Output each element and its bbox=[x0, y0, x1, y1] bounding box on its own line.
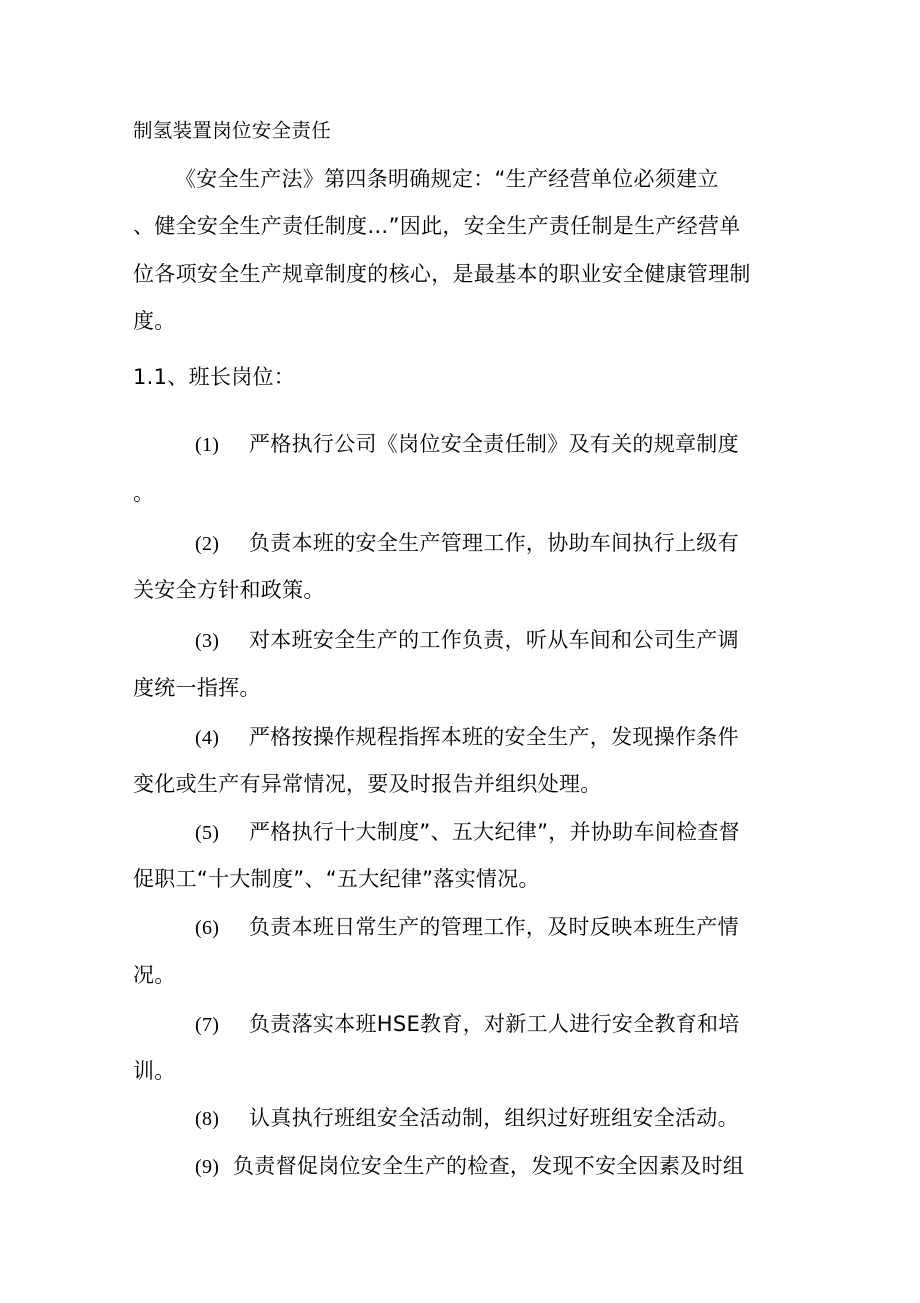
list-item bbox=[195, 429, 739, 460]
item-text: 对本班安全生产的工作负责，听从车间和公司生产调 bbox=[249, 628, 739, 652]
item-text: 严格按操作规程指挥本班的安全生产，发现操作条件 bbox=[249, 725, 739, 749]
item-number: (5) bbox=[195, 822, 220, 844]
item-text: 负责督促岗位安全生产的检查，发现不安全因素及时组 bbox=[233, 1154, 745, 1178]
list-item bbox=[195, 1009, 740, 1040]
item-text: 严格执行十大制度”、五大纪律”，并协助车间检查督 bbox=[249, 820, 740, 844]
intro-line-2: 、健全安全生产责任制度…”因此，安全生产责任制是生产经营单 bbox=[133, 214, 741, 238]
list-item bbox=[195, 1103, 739, 1134]
list-item bbox=[195, 817, 740, 848]
item-number: (3) bbox=[195, 630, 220, 652]
intro-line-4: 度。 bbox=[133, 309, 176, 333]
item-text: 认真执行班组安全活动制，组织过好班组安全活动。 bbox=[249, 1106, 739, 1130]
item-continuation: 变化或生产有异常情况，要及时报告并组织处理。 bbox=[133, 772, 602, 796]
item-continuation: 况。 bbox=[133, 963, 176, 987]
item-number: (2) bbox=[195, 533, 220, 555]
list-item bbox=[195, 722, 739, 753]
intro-line-3: 位各项安全生产规章制度的核心，是最基本的职业安全健康管理制 bbox=[133, 262, 751, 286]
item-continuation: 促职工“十大制度”、“五大纪律”落实情况。 bbox=[133, 867, 540, 891]
item-continuation: 关安全方针和政策。 bbox=[133, 578, 325, 602]
item-number: (7) bbox=[195, 1014, 220, 1036]
list-item bbox=[195, 912, 739, 943]
document-title: 制氢装置岗位安全责任 bbox=[133, 119, 332, 142]
list-item bbox=[195, 1151, 744, 1182]
item-text: 负责本班日常生产的管理工作，及时反映本班生产情 bbox=[249, 915, 739, 939]
item-number: (8) bbox=[195, 1108, 220, 1130]
list-item bbox=[195, 528, 739, 559]
item-number: (1) bbox=[195, 434, 220, 456]
item-number: (9) bbox=[195, 1156, 220, 1178]
list-item bbox=[195, 625, 739, 656]
item-number: (6) bbox=[195, 917, 220, 939]
item-number: (4) bbox=[195, 727, 220, 749]
item-continuation: 度统一指挥。 bbox=[133, 676, 261, 700]
item-text: 严格执行公司《岗位安全责任制》及有关的规章制度 bbox=[249, 432, 739, 456]
item-continuation: 。 bbox=[133, 481, 155, 505]
section-heading: 1.1、班长岗位： bbox=[133, 365, 296, 389]
item-text: 负责落实本班HSE教育，对新工人进行安全教育和培 bbox=[249, 1012, 740, 1036]
intro-line-1: 《安全生产法》第四条明确规定：“生产经营单位必须建立 bbox=[175, 167, 719, 191]
item-continuation: 训。 bbox=[133, 1059, 176, 1083]
item-text: 负责本班的安全生产管理工作，协助车间执行上级有 bbox=[249, 531, 739, 555]
